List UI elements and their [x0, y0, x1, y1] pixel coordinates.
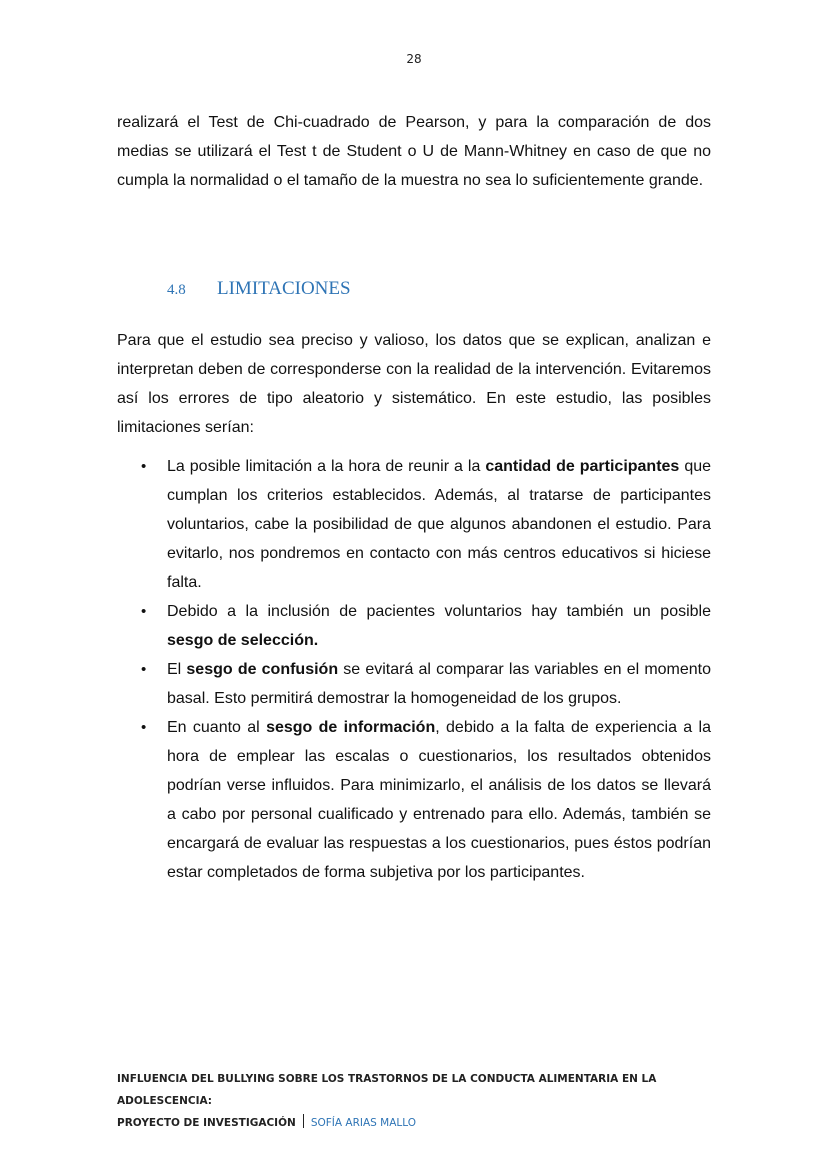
- footer-separator: [303, 1114, 304, 1128]
- footer-title: INFLUENCIA DEL BULLYING SOBRE LOS TRASTORNOS DE LA CONDUCTA ALIMENTARIA EN LA ADOLESCENCIA:: [117, 1073, 657, 1107]
- list-item-text: En cuanto al: [167, 719, 267, 736]
- list-item-emphasis: sesgo de información: [266, 719, 436, 736]
- footer-author: SOFÍA ARIAS MALLO: [310, 1117, 416, 1129]
- list-item-text: El: [167, 661, 187, 678]
- list-item: [117, 452, 711, 597]
- section-title: LIMITACIONES: [217, 278, 351, 299]
- bullet-icon: •: [141, 603, 147, 620]
- list-item-text: se evitará al comparar las variables en el momento basal. Esto permitirá demostrar la homogeneidad de los grupos.: [167, 661, 712, 707]
- list-item-emphasis: cantidad de participantes: [485, 458, 680, 475]
- section-paragraph: Para que el estudio sea preciso y valioso, los datos que se explican, analizan e interpretan deben de corresponderse con la realidad de la intervención. Evitaremos así los errores de tipo aleatorio y sistemático. En este estudio, las posibles limitaciones serían:: [117, 332, 711, 436]
- section-number: 4.8: [167, 282, 186, 298]
- list-item: [117, 597, 711, 655]
- limitations-list: [117, 452, 711, 887]
- list-item-emphasis: sesgo de confusión: [186, 661, 339, 678]
- list-item: [117, 713, 711, 887]
- list-item-text: La posible limitación a la hora de reunir a la: [167, 458, 486, 475]
- list-item-text: Debido a la inclusión de pacientes voluntarios hay también un posible: [167, 603, 711, 620]
- footer-line2: [117, 1112, 717, 1134]
- intro-paragraph: realizará el Test de Chi-cuadrado de Pearson, y para la comparación de dos medias se utilizará el Test t de Student o U de Mann-Whitney en caso de que no cumpla la normalidad o el tamaño de la muestra no sea lo suficientemente grande.: [117, 114, 711, 189]
- bullet-icon: •: [141, 719, 147, 736]
- list-item-text: , debido a la falta de experiencia a la hora de emplear las escalas o cuestionarios, los resultados obtenidos podrían verse influidos. Para minimizarlo, el análisis de los datos se llevará a cabo por personal cualificado y entrenado para ello. Además, también se encargará de evaluar las respuestas a los cuestionarios, pues éstos podrían estar completados de forma subjetiva por los participantes.: [167, 719, 711, 881]
- footer-subtitle: PROYECTO DE INVESTIGACIÓN: [117, 1117, 296, 1129]
- bullet-icon: •: [141, 458, 147, 475]
- section-heading: [167, 278, 351, 300]
- page-footer: [117, 1068, 717, 1134]
- list-item-emphasis: sesgo de selección.: [167, 632, 319, 649]
- bullet-icon: •: [141, 661, 147, 678]
- page-number: 28: [406, 52, 422, 66]
- list-item-text: que cumplan los criterios establecidos. Además, al tratarse de participantes voluntarios, cabe la posibilidad de que algunos abandonen el estudio. Para evitarlo, nos pondremos en contacto con más centros educativos si hiciese falta.: [167, 458, 712, 591]
- list-item: [117, 655, 711, 713]
